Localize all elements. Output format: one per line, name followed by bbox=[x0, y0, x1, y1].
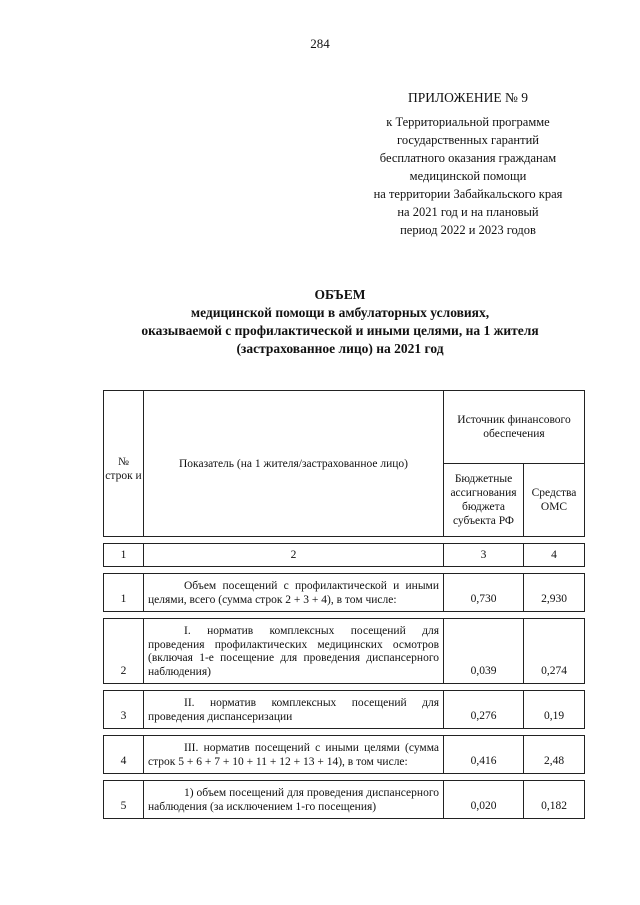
row-number: 3 bbox=[104, 691, 144, 729]
table-spacer bbox=[104, 567, 585, 574]
row-budget-value: 0,020 bbox=[444, 781, 524, 819]
index-cell: 2 bbox=[144, 544, 444, 567]
document-title bbox=[80, 286, 600, 358]
row-oms-value: 2,48 bbox=[524, 736, 585, 774]
row-number: 4 bbox=[104, 736, 144, 774]
row-indicator: I. норматив комплексных посещений для проведения профилактических медицинских осмотров (включая 1-е посещение для проведения диспансерного наблюдения) bbox=[144, 619, 444, 684]
title-line: ОБЪЕМ bbox=[314, 287, 366, 302]
table-spacer bbox=[104, 774, 585, 781]
row-budget-value: 0,416 bbox=[444, 736, 524, 774]
appendix-title: ПРИЛОЖЕНИЕ № 9 bbox=[407, 90, 529, 105]
table-row bbox=[104, 736, 585, 774]
table-index-row bbox=[104, 544, 585, 567]
page-number: 284 bbox=[310, 36, 330, 51]
appendix-line: бесплатного оказания гражданам bbox=[379, 151, 557, 165]
appendix-line: на территории Забайкальского края bbox=[373, 187, 563, 201]
title-line: медицинской помощи в амбулаторных условиях, bbox=[190, 305, 490, 320]
appendix-line: медицинской помощи bbox=[409, 169, 527, 183]
appendix-line: на 2021 год и на плановый bbox=[397, 205, 539, 219]
row-number: 5 bbox=[104, 781, 144, 819]
row-number: 1 bbox=[104, 574, 144, 612]
header-funding-source: Источник финансового обеспечения bbox=[444, 391, 585, 464]
index-cell: 4 bbox=[524, 544, 585, 567]
table-spacer bbox=[104, 684, 585, 691]
header-row-number: № строк и bbox=[104, 391, 144, 537]
header-oms: Средства ОМС bbox=[524, 464, 585, 537]
row-oms-value: 0,182 bbox=[524, 781, 585, 819]
table-row bbox=[104, 691, 585, 729]
appendix-line: к Территориальной программе bbox=[386, 115, 550, 129]
appendix-line: период 2022 и 2023 годов bbox=[400, 223, 536, 237]
row-oms-value: 2,930 bbox=[524, 574, 585, 612]
table-row bbox=[104, 574, 585, 612]
appendix-line: государственных гарантий bbox=[397, 133, 539, 147]
row-indicator: Объем посещений с профилактической и иными целями, всего (сумма строк 2 + 3 + 4), в том числе: bbox=[144, 574, 444, 612]
volume-table bbox=[103, 390, 585, 819]
table-row bbox=[104, 781, 585, 819]
table-spacer bbox=[104, 729, 585, 736]
appendix-subtitle bbox=[348, 113, 588, 239]
title-line: оказываемой с профилактической и иными целями, на 1 жителя bbox=[141, 323, 539, 338]
row-indicator: III. норматив посещений с иными целями (сумма строк 5 + 6 + 7 + 10 + 11 + 12 + 13 + 14), в том числе: bbox=[144, 736, 444, 774]
row-oms-value: 0,19 bbox=[524, 691, 585, 729]
row-budget-value: 0,730 bbox=[444, 574, 524, 612]
row-number: 2 bbox=[104, 619, 144, 684]
row-indicator: 1) объем посещений для проведения диспансерного наблюдения (за исключением 1-го посещения) bbox=[144, 781, 444, 819]
row-budget-value: 0,039 bbox=[444, 619, 524, 684]
table-spacer bbox=[104, 537, 585, 544]
row-oms-value: 0,274 bbox=[524, 619, 585, 684]
table-spacer bbox=[104, 612, 585, 619]
row-budget-value: 0,276 bbox=[444, 691, 524, 729]
row-indicator: II. норматив комплексных посещений для проведения диспансеризации bbox=[144, 691, 444, 729]
table-row bbox=[104, 619, 585, 684]
title-line: (застрахованное лицо) на 2021 год bbox=[236, 341, 444, 356]
index-cell: 1 bbox=[104, 544, 144, 567]
index-cell: 3 bbox=[444, 544, 524, 567]
header-indicator: Показатель (на 1 жителя/застрахованное лицо) bbox=[144, 391, 444, 537]
header-budget: Бюджетные ассигнования бюджета субъекта РФ bbox=[444, 464, 524, 537]
table-header-row bbox=[104, 391, 585, 464]
